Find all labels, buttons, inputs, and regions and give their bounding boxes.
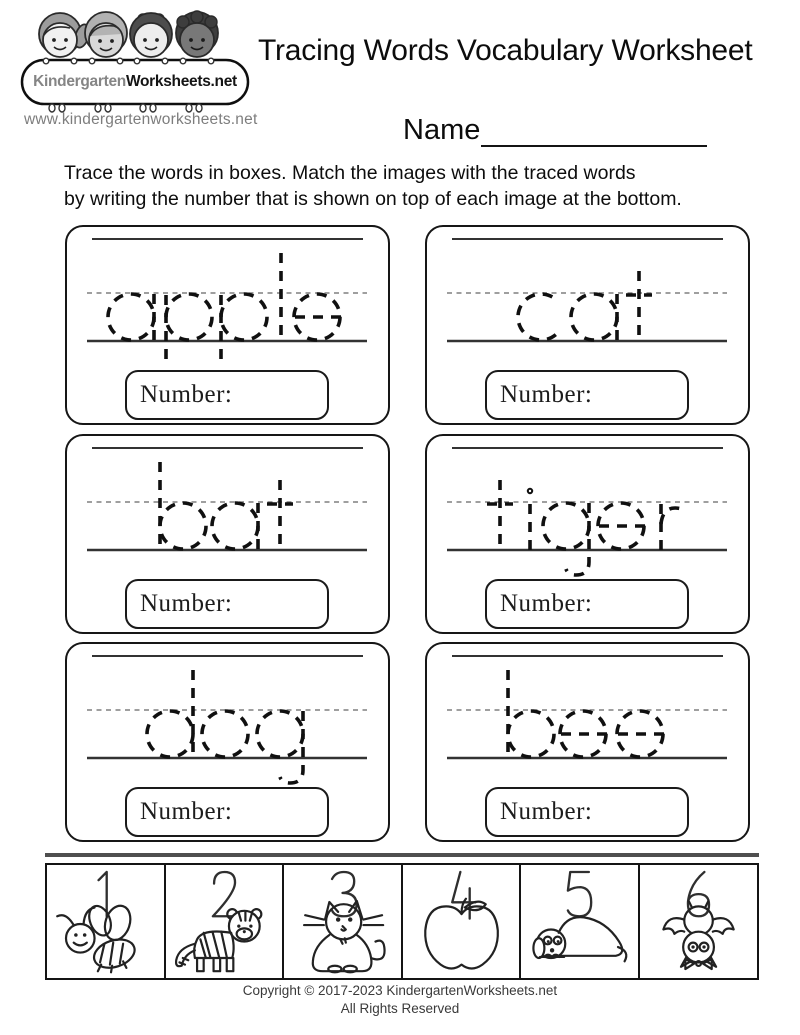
traced-letter-g: [543, 503, 589, 575]
word-box-dog: [65, 642, 390, 842]
word-box-cat: [425, 225, 750, 425]
traced-letter-b: [508, 670, 554, 758]
tiger-icon: [176, 909, 261, 971]
traced-letter-a: [108, 294, 154, 341]
number-label: Number:: [140, 381, 233, 408]
instructions-line-1: Trace the words in boxes. Match the images with the traced words: [64, 162, 636, 184]
logo-wordmark: [22, 60, 248, 104]
cat-icon: [304, 901, 384, 972]
bat-icon: [663, 901, 733, 969]
traced-letter-i: [528, 488, 532, 549]
traced-letter-d: [147, 670, 193, 758]
name-fill-in-line[interactable]: [481, 115, 707, 147]
number-answer-box[interactable]: [485, 787, 689, 837]
number-answer-box[interactable]: [125, 370, 329, 420]
word-boxes-grid: [65, 225, 750, 842]
bee-icon: [57, 902, 138, 972]
traced-letter-e: [617, 711, 669, 757]
kid-girl-dark-hair: [130, 13, 172, 57]
traced-letter-t: [626, 271, 652, 341]
image-cell-apple: [401, 863, 522, 980]
traced-letter-c: [518, 294, 556, 340]
traced-letter-t: [267, 480, 293, 550]
word-box-bat: [65, 434, 390, 634]
traced-letter-e: [294, 294, 346, 340]
name-label: Name: [403, 114, 481, 146]
section-divider: [45, 853, 759, 857]
image-cell-dog: [519, 863, 640, 980]
kid-boy-dark: [176, 11, 218, 57]
traced-letter-t: [487, 480, 513, 550]
traced-letter-r: [661, 504, 682, 550]
rights-line: All Rights Reserved: [340, 1000, 460, 1016]
number-label: Number:: [140, 589, 233, 617]
site-url: www.kindergartenworksheets.net: [24, 111, 258, 128]
number-label: Number:: [500, 798, 593, 825]
word-box-bee: [425, 642, 750, 842]
number-label: Number:: [500, 589, 593, 617]
number-answer-box[interactable]: [485, 579, 689, 629]
traced-letter-a: [571, 294, 617, 341]
copyright-line: Copyright © 2017-2023 KindergartenWorksheets.net: [242, 983, 558, 998]
image-cell-bat: [638, 863, 759, 980]
traced-letter-g: [257, 711, 303, 783]
image-row: [45, 863, 759, 980]
traced-letter-b: [160, 462, 206, 550]
number-label: Number:: [140, 798, 233, 825]
apple-icon: [425, 899, 498, 969]
image-number: [568, 872, 591, 916]
number-label: Number:: [500, 381, 593, 408]
traced-letter-e: [560, 711, 612, 757]
traced-letter-e: [598, 503, 650, 549]
traced-letter-p: [221, 294, 267, 367]
kid-girl-gray: [39, 13, 92, 57]
logo-brand-black: Worksheets.net: [125, 73, 237, 90]
dog-icon: [534, 917, 627, 961]
number-answer-box[interactable]: [125, 787, 329, 837]
traced-letter-o: [202, 711, 248, 757]
word-box-apple: [65, 225, 390, 425]
traced-letter-a: [212, 503, 258, 550]
image-cell-bee: [45, 863, 166, 980]
logo-brand-gray: Kindergarten: [33, 73, 126, 90]
kid-boy-gray: [85, 12, 127, 57]
instructions-line-2: by writing the number that is shown on top of each image at the bottom.: [64, 188, 682, 210]
number-answer-box[interactable]: [485, 370, 689, 420]
word-box-tiger: [425, 434, 750, 634]
name-row: [403, 114, 707, 147]
page-title: Tracing Words Vocabulary Worksheet: [258, 34, 753, 67]
image-cell-tiger: [164, 863, 285, 980]
instructions: [64, 160, 764, 212]
footer: [0, 982, 800, 1017]
image-cell-cat: [282, 863, 403, 980]
traced-letter-p: [166, 294, 212, 367]
number-answer-box[interactable]: [125, 579, 329, 629]
